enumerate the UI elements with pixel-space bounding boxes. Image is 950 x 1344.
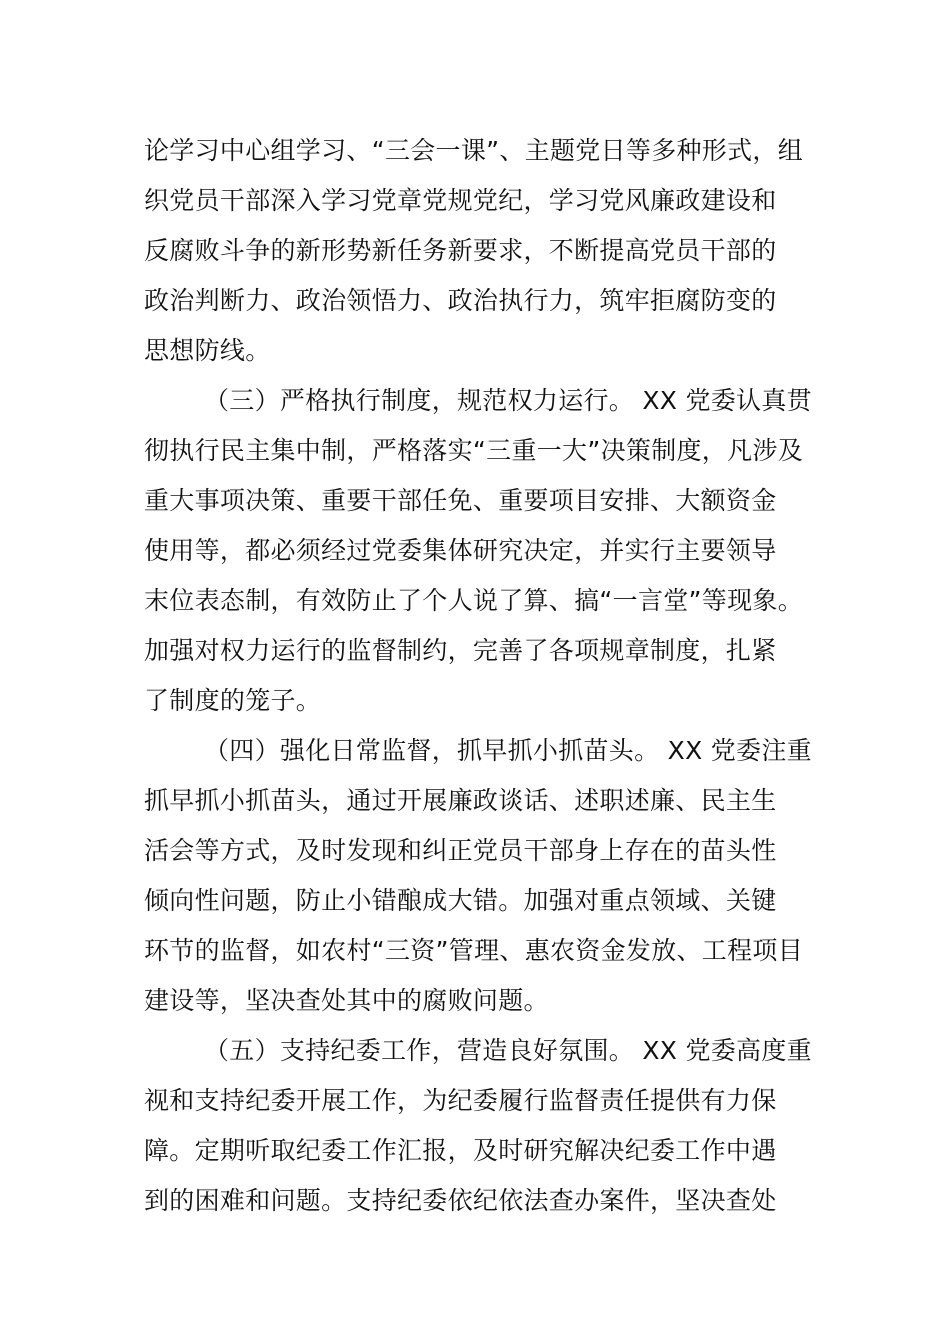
text-line: 障。定期听取纪委工作汇报，及时研究解决纪委工作中遇	[144, 1136, 777, 1165]
text-line: 建设等，坚决查处其中的腐败问题。	[144, 986, 549, 1015]
text-line: 活会等方式，及时发现和纠正党员干部身上存在的苗头性	[144, 836, 777, 865]
paragraph-section-four	[144, 726, 812, 1026]
text-line: 倾向性问题，防止小错酿成大错。加强对重点领域、关键	[144, 886, 777, 915]
text-line: 重大事项决策、重要干部任免、重要项目安排、大额资金	[144, 486, 777, 515]
text-line: 到的困难和问题。支持纪委依纪依法查办案件，坚决查处	[144, 1186, 777, 1215]
paragraph-section-five	[144, 1026, 812, 1226]
text-line: 视和支持纪委开展工作，为纪委履行监督责任提供有力保	[144, 1086, 777, 1115]
paragraph-study-forms	[144, 126, 808, 376]
text-line: 彻执行民主集中制，严格落实“三重一大”决策制度，凡涉及	[144, 436, 804, 465]
text-line: 末位表态制，有效防止了个人说了算、搞“一言堂”等现象。	[144, 586, 804, 615]
text-line: 环节的监督，如农村“三资”管理、惠农资金发放、工程项目	[144, 936, 804, 965]
text-line: 反腐败斗争的新形势新任务新要求，不断提高党员干部的	[144, 236, 777, 265]
text-line: 政治判断力、政治领悟力、政治执行力，筑牢拒腐防变的	[144, 286, 777, 315]
text-line: 论学习中心组学习、“三会一课”、主题党日等多种形式，组	[144, 136, 804, 165]
text-line: 织党员干部深入学习党章党规党纪，学习党风廉政建设和	[144, 186, 777, 215]
text-line: 使用等，都必须经过党委集体研究决定，并实行主要领导	[144, 536, 777, 565]
section-heading-line: （四）强化日常监督，抓早抓小抓苗头。 XX 党委注重	[204, 736, 812, 765]
text-line: 加强对权力运行的监督制约，完善了各项规章制度，扎紧	[144, 636, 777, 665]
text-line: 了制度的笼子。	[144, 686, 322, 715]
section-heading-line: （五）支持纪委工作，营造良好氛围。 XX 党委高度重	[204, 1036, 812, 1065]
document-body	[144, 126, 812, 1226]
paragraph-section-three	[144, 376, 812, 726]
text-line: 思想防线。	[144, 336, 271, 365]
section-heading-line: （三）严格执行制度，规范权力运行。 XX 党委认真贯	[204, 386, 812, 415]
text-line: 抓早抓小抓苗头，通过开展廉政谈话、述职述廉、民主生	[144, 786, 777, 815]
